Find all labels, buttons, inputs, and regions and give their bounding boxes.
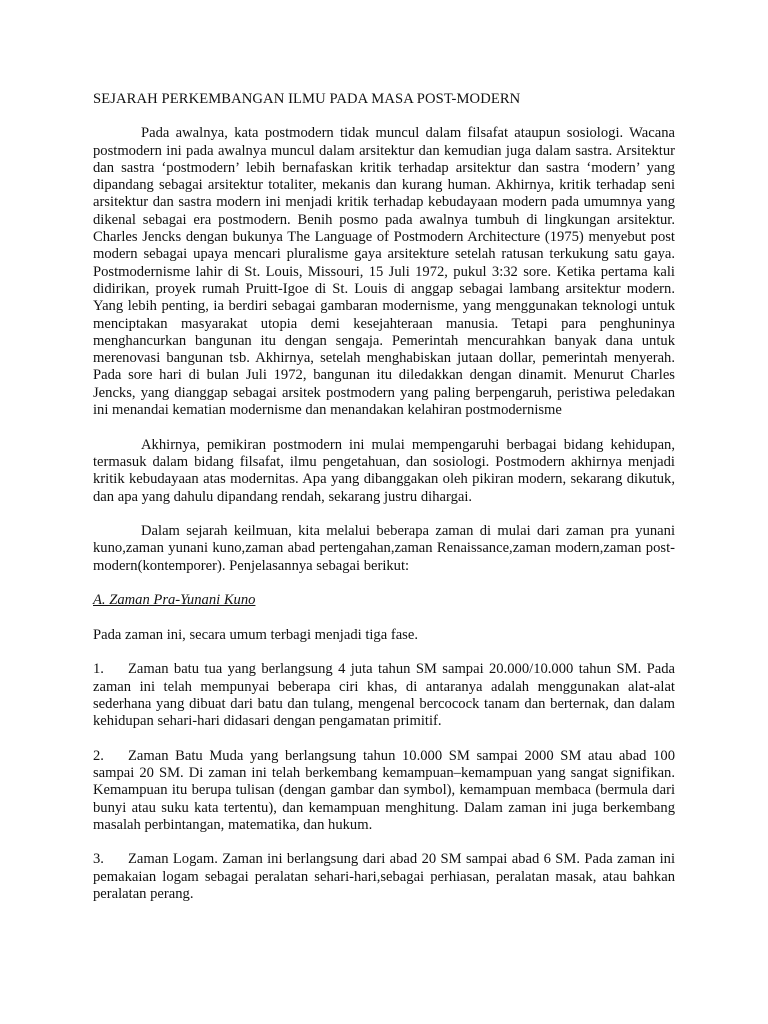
paragraph-3: Dalam sejarah keilmuan, kita melalui beberapa zaman di mulai dari zaman pra yunani kuno,zaman yunani kuno,zaman abad pertengahan,zaman Renaissance,zaman modern,zaman post-modern(kontemporer). Penjelasannya sebagai berikut: <box>93 523 675 574</box>
section-heading-a: A. Zaman Pra-Yunani Kuno <box>93 592 256 609</box>
section-intro: Pada zaman ini, secara umum terbagi menjadi tiga fase. <box>93 626 418 643</box>
paragraph-1: Pada awalnya, kata postmodern tidak muncul dalam filsafat ataupun sosiologi. Wacana postmodern ini pada awalnya muncul dalam arsitektur dan kemudian juga dalam sastra. Arsitektur dan sastra ‘postmodern’ lebih bernafaskan kritik terhadap arsitektur dan sastra ‘modern’ yang dipandang sebagai arsitektur totaliter, mekanis dan kurang human. Akhirnya, kritik terhadap seni arsitektur dan sastra modern ini menjadi kritik terhadap kebudayaan modern pada umumnya yang dikenal sebagai era postmodern. Benih posmo pada awalnya tumbuh di lingkungan arsitektur. Charles Jencks dengan bukunya The Language of Postmodern Architecture (1975) menyebut post modern sebagai upaya mencari pluralisme gaya arsitekture setelah ratusan terkukung satu gaya. Postmodernisme lahir di St. Louis, Missouri, 15 Juli 1972, pukul 3:32 sore. Ketika pertama kali didirikan, proyek rumah Pruitt-Igoe di St. Louis di anggap sebagai lambang arsitektur modern. Yang lebih penting, ia berdiri sebagai gambaran modernisme, yang menggunakan teknologi untuk menciptakan masyarakat utopia demi kesejahteraan manusia. Tetapi para penghuninya menghancurkan bangunan itu dengan sengaja. Pemerintah mencurahkan banyak dana untuk merenovasi bangunan tsb. Akhirnya, setelah menghabiskan jutaan dollar, pemerintah menyerah. Pada sore hari di bulan Juli 1972, bangunan itu diledakkan dengan dinamit. Menurut Charles Jencks, yang dianggap sebagai arsitek postmodern yang paling berpengaruh, peristiwa peledakan ini menandai kematian modernisme dan menandakan kelahiran postmodernisme <box>93 125 675 419</box>
numbered-item-3 <box>93 851 675 903</box>
item-number: 1. <box>93 661 104 678</box>
item-number: 3. <box>93 851 104 868</box>
document-body <box>93 91 675 921</box>
numbered-item-2 <box>93 748 675 834</box>
item-number: 2. <box>93 747 104 764</box>
document-title: SEJARAH PERKEMBANGAN ILMU PADA MASA POST-MODERN <box>93 91 521 107</box>
item-text: Zaman Logam. Zaman ini berlangsung dari abad 20 SM sampai abad 6 SM. Pada zaman ini pemakaian logam sebagai peralatan sehari-hari,sebagai perhiasan, peralatan masak, atau bahkan peralatan perang. <box>93 851 675 903</box>
paragraph-2: Akhirnya, pemikiran postmodern ini mulai mempengaruhi berbagai bidang kehidupan, termasuk dalam bidang filsafat, ilmu pengetahuan, dan sosiologi. Postmodern akhirnya menjadi kritik kebudayaan atas modernitas. Apa yang dibanggakan oleh pikiran modern, sekarang dikutuk, dan apa yang dahulu dipandang rendah, sekarang justru dihargai. <box>93 436 675 505</box>
item-text: Zaman Batu Muda yang berlangsung tahun 10.000 SM sampai 2000 SM atau abad 100 sampai 20 SM. Di zaman ini telah berkembang kemampuan–kemampuan yang sangat signifikan. Kemampuan itu berupa tulisan (dengan gambar dan symbol), kemampuan membaca (bermula dari bunyi atau suku kata tertentu), dan kemampuan menghitung. Dalam zaman ini juga berkembang masalah perbintangan, matematika, dan hukum. <box>93 747 675 833</box>
numbered-item-1 <box>93 661 675 730</box>
item-text: Zaman batu tua yang berlangsung 4 juta tahun SM sampai 20.000/10.000 tahun SM. Pada zaman ini telah mempunyai beberapa ciri khas, di antaranya adalah menggunakan alat-alat sederhana yang dibuat dari batu dan tulang, mengenal bercocock tanam dan berternak, dan dalam kehidupan sehari-hari didasari dengan pengamatan primitif. <box>93 661 675 730</box>
